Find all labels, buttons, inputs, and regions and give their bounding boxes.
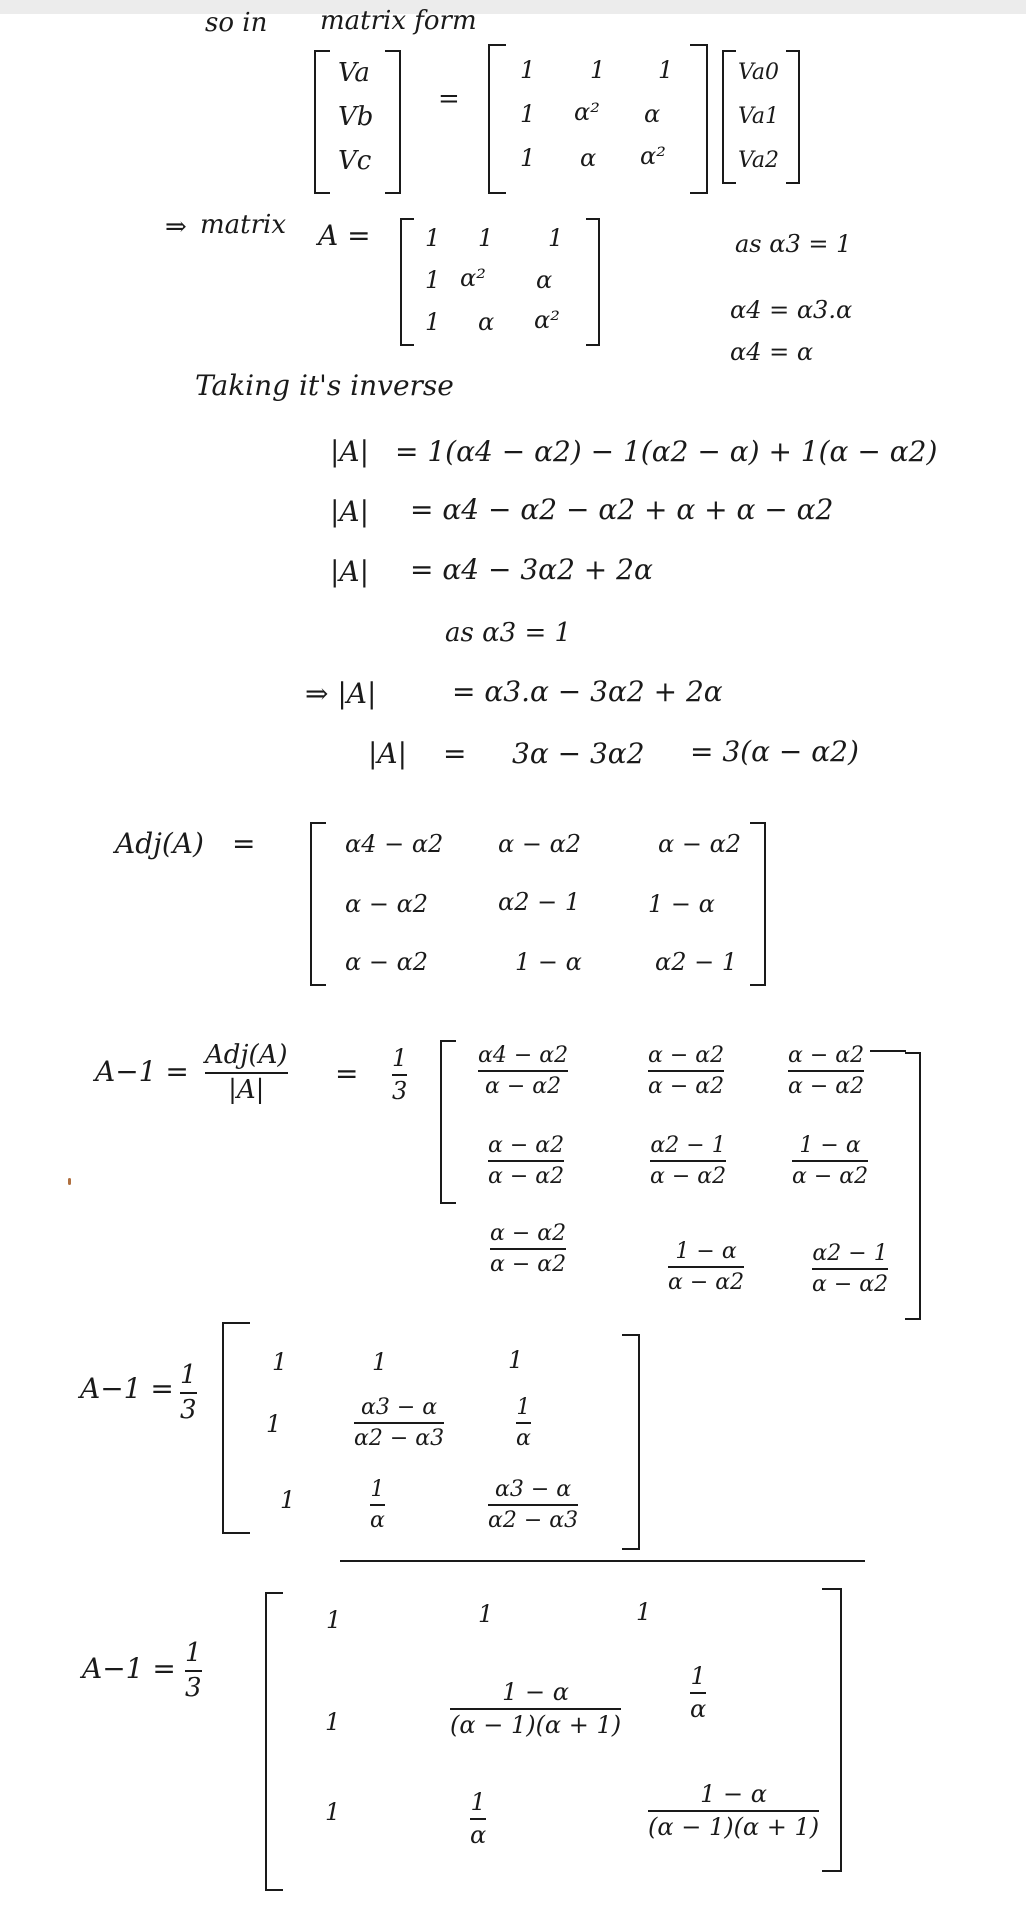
cell-den: α − α2 bbox=[648, 1074, 725, 1100]
m-r3c3: α² bbox=[640, 142, 666, 170]
inv3-r2c1: 1 bbox=[325, 1708, 341, 1736]
inv3-r3c3 bbox=[648, 1782, 819, 1840]
inv1-r3c3 bbox=[812, 1242, 888, 1296]
cell-num: α4 − α2 bbox=[478, 1043, 569, 1068]
a-r3c3: α² bbox=[534, 306, 560, 334]
m-r2c1: 1 bbox=[520, 100, 536, 128]
adj-r1c3: α − α2 bbox=[658, 830, 742, 858]
stray-pen-mark bbox=[68, 1178, 71, 1185]
fraction-bar bbox=[488, 1160, 564, 1162]
inv3-left-bracket bbox=[265, 1592, 283, 1891]
inv2-scalar-num: 1 bbox=[180, 1360, 197, 1390]
inv1-r1c1 bbox=[478, 1044, 568, 1098]
det3-lhs: |A| bbox=[330, 555, 370, 588]
inv2-r1c3: 1 bbox=[508, 1346, 524, 1374]
lhs-vb: Vb bbox=[338, 102, 374, 132]
a-r1c1: 1 bbox=[425, 224, 441, 252]
cell-num: 1 bbox=[370, 1477, 385, 1502]
cell-den: α − α2 bbox=[812, 1272, 889, 1298]
inv2-lhs: A−1 = bbox=[80, 1372, 174, 1405]
taking-inverse-heading: Taking it's inverse bbox=[195, 369, 454, 402]
m-r3c1: 1 bbox=[520, 144, 536, 172]
cell-den: α − α2 bbox=[792, 1164, 869, 1190]
adj-r3c1: α − α2 bbox=[345, 948, 429, 976]
det4-rhs: = α3.α − 3α2 + 2α bbox=[452, 675, 723, 708]
inv2-r1c2: 1 bbox=[372, 1348, 388, 1376]
side-note-1: as α3 = 1 bbox=[735, 230, 852, 258]
fraction-bar bbox=[185, 1670, 202, 1672]
cell-num: α − α2 bbox=[648, 1043, 725, 1068]
cell-den: α − α2 bbox=[488, 1164, 565, 1190]
fraction-bar bbox=[354, 1422, 444, 1424]
inv3-r1c1: 1 bbox=[326, 1606, 342, 1634]
inv1-r2c2 bbox=[650, 1134, 726, 1188]
det4-lhs: ⇒ |A| bbox=[305, 677, 377, 710]
inv2-scalar-den: 3 bbox=[180, 1395, 197, 1426]
det5-tail: = 3(α − α2) bbox=[690, 735, 859, 768]
inv2-r1c1: 1 bbox=[272, 1348, 288, 1376]
inv1-frac-num: Adj(A) bbox=[205, 1040, 288, 1070]
det-note: as α3 = 1 bbox=[445, 618, 572, 648]
fraction-bar bbox=[478, 1070, 568, 1072]
inv2-right-bracket bbox=[622, 1334, 640, 1550]
m-r2c3: α bbox=[644, 100, 661, 128]
inv1-r1c3 bbox=[788, 1044, 864, 1098]
cell-den: α bbox=[516, 1426, 531, 1452]
adj-label: Adj(A) bbox=[115, 827, 204, 860]
a-r2c3: α bbox=[536, 266, 553, 294]
det3-rhs: = α4 − 3α2 + 2α bbox=[410, 553, 653, 586]
cell-den: α bbox=[470, 1821, 487, 1850]
cell-den: (α − 1)(α + 1) bbox=[450, 1711, 622, 1740]
a-r1c2: 1 bbox=[478, 224, 494, 252]
cell-den: α − α2 bbox=[485, 1074, 562, 1100]
inv3-r1c2: 1 bbox=[478, 1600, 494, 1628]
cell-den: α bbox=[690, 1695, 707, 1724]
eq1-equals: = bbox=[438, 84, 460, 114]
inv1-adj-over-det bbox=[205, 1042, 288, 1105]
inv3-r1c3: 1 bbox=[636, 1598, 652, 1626]
det2-rhs: = α4 − α2 − α2 + α + α − α2 bbox=[410, 493, 834, 526]
cell-num: 1 − α bbox=[502, 1678, 569, 1706]
cell-num: α2 − 1 bbox=[650, 1133, 726, 1158]
inv1-r3c1 bbox=[490, 1222, 566, 1276]
adj-r2c1: α − α2 bbox=[345, 890, 429, 918]
cell-den: α2 − α3 bbox=[488, 1508, 579, 1534]
matrix-a-right-bracket bbox=[586, 218, 600, 346]
inv2-r3c1: 1 bbox=[280, 1486, 296, 1514]
cell-num: α3 − α bbox=[361, 1395, 438, 1420]
adj-left-bracket bbox=[310, 822, 326, 986]
inv1-bracket-overline bbox=[870, 1050, 906, 1052]
m-r1c1: 1 bbox=[520, 56, 536, 84]
matrix-left-bracket bbox=[488, 44, 506, 194]
fraction-bar bbox=[648, 1070, 724, 1072]
fraction-bar bbox=[488, 1504, 578, 1506]
side-note-2: α4 = α3.α bbox=[730, 296, 853, 324]
inv2-left-bracket bbox=[222, 1322, 250, 1534]
inv1-r2c3 bbox=[792, 1134, 868, 1188]
matrix-a-name: A = bbox=[318, 219, 371, 252]
inv2-r2c2 bbox=[354, 1396, 444, 1450]
adj-r2c3: 1 − α bbox=[648, 890, 715, 918]
inv3-lhs: A−1 = bbox=[82, 1652, 176, 1685]
adj-r2c2: α2 − 1 bbox=[498, 888, 581, 916]
inv1-frac-den: |A| bbox=[228, 1075, 265, 1106]
inv3-scalar bbox=[185, 1640, 202, 1703]
fraction-bar bbox=[490, 1248, 566, 1250]
inv3-r2c2 bbox=[450, 1680, 621, 1738]
rhs-right-bracket bbox=[786, 50, 800, 184]
lhs-left-bracket bbox=[314, 50, 330, 194]
det2-lhs: |A| bbox=[330, 495, 370, 528]
cell-den: α − α2 bbox=[788, 1074, 865, 1100]
header-so-in: so in bbox=[205, 8, 268, 38]
fraction-bar bbox=[470, 1818, 486, 1820]
fraction-bar bbox=[450, 1708, 621, 1710]
lhs-right-bracket bbox=[385, 50, 401, 194]
adj-r1c1: α4 − α2 bbox=[345, 830, 444, 858]
fraction-bar bbox=[370, 1504, 385, 1506]
inv3-right-bracket bbox=[822, 1588, 842, 1872]
inv1-r1c2 bbox=[648, 1044, 724, 1098]
fraction-bar bbox=[690, 1692, 706, 1694]
cell-num: 1 − α bbox=[700, 1780, 767, 1808]
fraction-bar bbox=[788, 1070, 864, 1072]
cell-den: α − α2 bbox=[650, 1164, 727, 1190]
cell-num: α − α2 bbox=[490, 1221, 567, 1246]
inv1-equals: = bbox=[335, 1057, 359, 1090]
inv2-r2c3 bbox=[516, 1396, 531, 1450]
cell-den: α2 − α3 bbox=[354, 1426, 445, 1452]
cell-num: α − α2 bbox=[488, 1133, 565, 1158]
matrix-a-left-bracket bbox=[400, 218, 414, 346]
rhs-va2: Va2 bbox=[738, 148, 779, 173]
m-r3c2: α bbox=[580, 144, 597, 172]
inv3-r3c1: 1 bbox=[325, 1798, 341, 1826]
inv1-r2c1 bbox=[488, 1134, 564, 1188]
inv1-scalar-den: 3 bbox=[392, 1077, 408, 1106]
cell-num: 1 bbox=[470, 1788, 486, 1816]
adj-right-bracket bbox=[750, 822, 766, 986]
m-r1c3: 1 bbox=[658, 56, 674, 84]
inv1-left-bracket bbox=[440, 1040, 456, 1204]
cell-den: α − α2 bbox=[490, 1252, 567, 1278]
det1-rhs: = 1(α4 − α2) − 1(α2 − α) + 1(α − α2) bbox=[395, 435, 938, 468]
section-divider-line bbox=[340, 1560, 865, 1562]
fraction-bar bbox=[812, 1268, 888, 1270]
implies-arrow: ⇒ bbox=[165, 212, 187, 242]
rhs-va0: Va0 bbox=[738, 60, 779, 85]
inv1-right-bracket bbox=[905, 1052, 921, 1320]
cell-num: α3 − α bbox=[495, 1477, 572, 1502]
inv1-lhs: A−1 = bbox=[95, 1055, 189, 1088]
m-r2c2: α² bbox=[574, 98, 600, 126]
inv2-r3c3 bbox=[488, 1478, 578, 1532]
cell-num: α2 − 1 bbox=[812, 1241, 888, 1266]
inv2-scalar bbox=[180, 1362, 197, 1425]
a-r2c1: 1 bbox=[425, 266, 441, 294]
det5-eq: = bbox=[443, 737, 467, 770]
inv3-r2c3 bbox=[690, 1664, 706, 1722]
adj-r3c2: 1 − α bbox=[515, 948, 582, 976]
adj-r3c3: α2 − 1 bbox=[655, 948, 738, 976]
matrix-right-bracket bbox=[690, 44, 708, 194]
det5-rhs: 3α − 3α2 bbox=[512, 737, 645, 770]
cell-den: (α − 1)(α + 1) bbox=[648, 1813, 820, 1842]
inv3-scalar-den: 3 bbox=[185, 1673, 202, 1704]
adj-r1c2: α − α2 bbox=[498, 830, 582, 858]
adj-equals: = bbox=[232, 827, 256, 860]
inv1-scalar-num: 1 bbox=[392, 1044, 408, 1072]
cell-num: 1 bbox=[516, 1395, 531, 1420]
rhs-left-bracket bbox=[722, 50, 736, 184]
fraction-bar bbox=[648, 1810, 819, 1812]
fraction-bar bbox=[205, 1072, 288, 1074]
cell-num: α − α2 bbox=[788, 1043, 865, 1068]
fraction-bar bbox=[650, 1160, 726, 1162]
inv2-r2c1: 1 bbox=[266, 1410, 282, 1438]
fraction-bar bbox=[392, 1074, 407, 1076]
header-matrix-form: matrix form bbox=[320, 6, 477, 36]
fraction-bar bbox=[180, 1392, 197, 1394]
det1-lhs: |A| bbox=[330, 435, 370, 468]
cell-den: α bbox=[370, 1508, 385, 1534]
inv3-scalar-num: 1 bbox=[185, 1638, 202, 1668]
cell-den: α − α2 bbox=[668, 1270, 745, 1296]
a-r2c2: α² bbox=[460, 264, 486, 292]
top-scroll-bar bbox=[0, 0, 1026, 14]
inv1-r3c2 bbox=[668, 1240, 744, 1294]
fraction-bar bbox=[792, 1160, 868, 1162]
fraction-bar bbox=[516, 1422, 531, 1424]
inv1-scalar bbox=[392, 1046, 407, 1104]
lhs-va: Va bbox=[338, 58, 370, 88]
a-r3c2: α bbox=[478, 308, 495, 336]
cell-num: 1 bbox=[690, 1662, 706, 1690]
a-r3c1: 1 bbox=[425, 308, 441, 336]
a-r1c3: 1 bbox=[548, 224, 564, 252]
inv2-r3c2 bbox=[370, 1478, 385, 1532]
det5-lhs: |A| bbox=[368, 737, 408, 770]
cell-num: 1 − α bbox=[799, 1133, 861, 1158]
side-note-3: α4 = α bbox=[730, 338, 814, 366]
matrix-label: matrix bbox=[200, 210, 287, 240]
cell-num: 1 − α bbox=[675, 1239, 737, 1264]
m-r1c2: 1 bbox=[590, 56, 606, 84]
lhs-vc: Vc bbox=[338, 146, 372, 176]
inv3-r3c2 bbox=[470, 1790, 486, 1848]
fraction-bar bbox=[668, 1266, 744, 1268]
rhs-va1: Va1 bbox=[738, 104, 779, 129]
